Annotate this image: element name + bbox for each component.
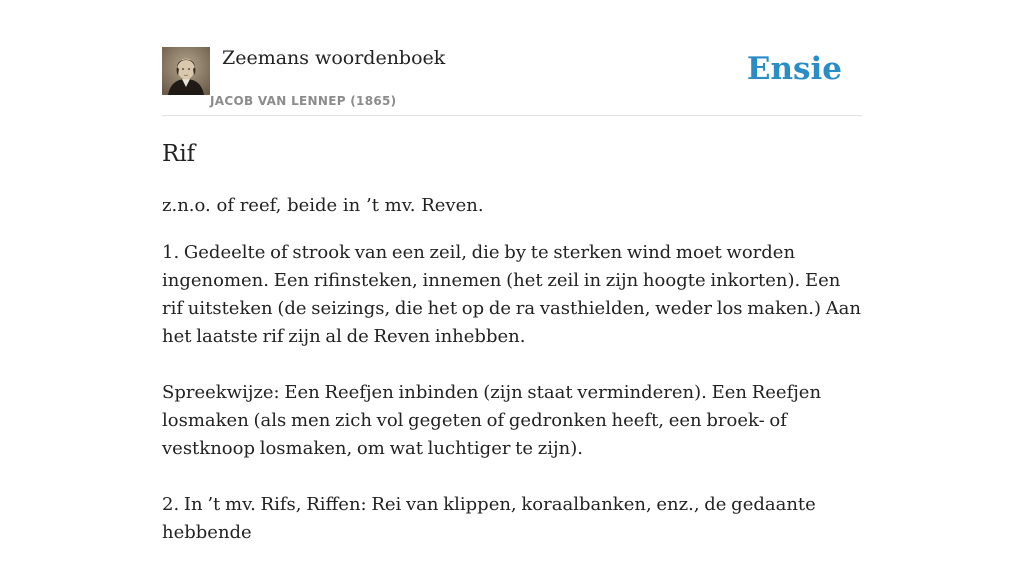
entry-term: Rif <box>162 141 196 167</box>
book-title-link[interactable]: Zeemans woordenboek <box>222 47 446 69</box>
author-avatar[interactable] <box>162 47 210 95</box>
author-portrait-icon <box>162 47 210 95</box>
page-container <box>162 0 862 543</box>
definition-paragraph-2: Spreekwijze: Een Reefjen inbinden (zijn staat verminderen). Een Reefjen losmaken (als men zich vol gegeten of gedronken heeft, een broek- of vestknoop losmaken, om wat luchtiger te zijn). <box>162 382 822 459</box>
definition-paragraph-3: 2. In ’t mv. Rifs, Riffen: Rei van klippen, koraalbanken, enz., de gedaante hebbende <box>162 494 816 543</box>
site-header <box>162 0 862 116</box>
author-label: JACOB VAN LENNEP (1865) <box>210 94 397 108</box>
entry-definition <box>162 239 862 575</box>
definition-paragraph-1: 1. Gedeelte of strook van een zeil, die by te sterken wind moet worden ingenomen. Een rifinsteken, innemen (het zeil in zijn hoogte inkorten). Een rif uitsteken (de seizings, die het op de ra vasthielden, weder los maken.) Aan het laatste rif zijn al de Reven inhebben. <box>162 242 862 347</box>
entry-grammar: z.n.o. of reef, beide in ’t mv. Reven. <box>162 195 484 216</box>
ensie-logo-link[interactable]: Ensie <box>746 51 842 87</box>
